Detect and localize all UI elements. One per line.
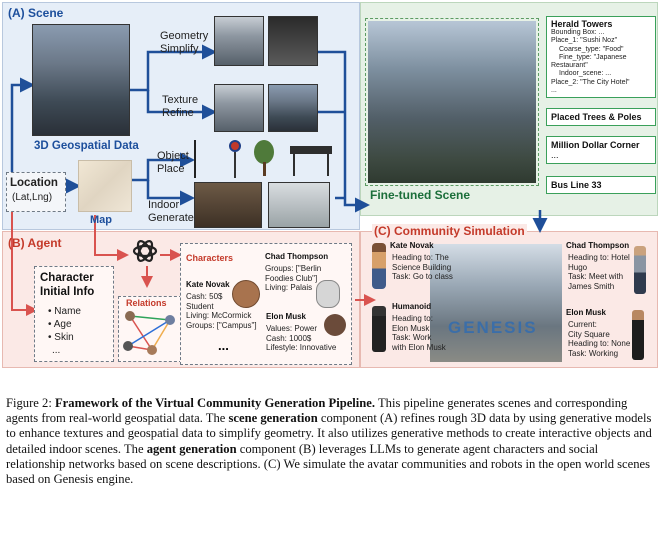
caption-text-2: component (A) refines rough 3D data by using generative models to enhance textures and geospatial data to simplify geometry. It also utilizes generative methods to create interactive objects and detailed indoor scenes. The xyxy=(6,411,652,456)
comm-elon-info xyxy=(568,320,630,358)
herald-towers-card xyxy=(546,16,656,98)
comm-elon-name: Elon Musk xyxy=(566,308,607,317)
kate-avatar xyxy=(232,280,260,308)
indoor-label-2: Generate xyxy=(148,212,194,224)
trees-poles-tag xyxy=(546,108,656,126)
figure-caption xyxy=(6,396,656,487)
chad-avatar xyxy=(316,280,340,308)
tree-object xyxy=(254,140,274,164)
herald-line: Indoor_scene: ... xyxy=(559,70,612,78)
comm-kate-line: Heading to: The xyxy=(392,253,449,262)
geometry-image-1 xyxy=(214,16,264,66)
agent-title: (B) Agent xyxy=(8,236,62,250)
comm-chad-line: Task: Meet with xyxy=(568,272,624,281)
texture-image-2 xyxy=(268,84,318,132)
geometry-label-2: Simplify xyxy=(160,43,199,55)
chad-line: Groups: ["Berlin xyxy=(265,264,322,273)
comm-chad-line: James Smith xyxy=(568,281,615,291)
map-label: Map xyxy=(90,214,112,226)
kate-line: Living: McCormick xyxy=(186,311,252,320)
char-info-item: ... xyxy=(52,345,61,356)
object-label-1: Object xyxy=(157,150,189,162)
kate-name: Kate Novak xyxy=(186,280,230,289)
kate-line: Groups: ["Campus"] xyxy=(186,320,257,330)
kate-line: Cash: 50$ xyxy=(186,292,223,301)
herald-line: ... xyxy=(551,87,557,95)
herald-line: Restaurant" xyxy=(551,62,588,70)
indoor-room-image-2 xyxy=(268,182,330,228)
caption-fig: Figure 2: xyxy=(6,396,55,410)
humanoid-line: Heading to: xyxy=(392,314,433,323)
genesis-logo: GENESIS xyxy=(448,318,538,337)
relations-graph xyxy=(118,306,182,362)
tent-leg-right xyxy=(327,154,329,176)
sign-pole-object xyxy=(234,152,236,178)
humanoid-line: Elon Musk xyxy=(392,323,430,333)
million-dollar-corner-tag xyxy=(546,136,656,164)
herald-line: Coarse_type: "Food" xyxy=(559,45,624,53)
map-image xyxy=(78,160,132,212)
geometry-label-1: Geometry xyxy=(160,30,209,42)
humanoid-info xyxy=(392,314,446,352)
fine-scene-image xyxy=(368,21,536,183)
comm-kate-info xyxy=(392,253,453,282)
char-info-label-1: Character xyxy=(40,272,94,284)
elon-line: Lifestyle: Innovative xyxy=(266,343,337,352)
caption-text-1: This pipeline generates scenes and corresponding agents from real-world geospatial data. The xyxy=(6,396,628,426)
char-info-label-2: Initial Info xyxy=(40,286,95,298)
relations-label: Relations xyxy=(126,298,167,308)
comm-kate-name: Kate Novak xyxy=(390,241,434,250)
elon-figure xyxy=(632,310,644,360)
geo-data-label: 3D Geospatial Data xyxy=(34,140,139,152)
herald-lines xyxy=(551,29,651,95)
caption-title: Framework of the Virtual Community Generation Pipeline. xyxy=(54,396,376,410)
texture-label-2: Refine xyxy=(162,107,194,119)
humanoid-name: Humanoid xyxy=(392,302,432,311)
comm-kate-line: Science Building xyxy=(392,262,452,272)
herald-line: Place_1: "Sushi Noz" xyxy=(551,37,618,45)
comm-chad-info xyxy=(568,253,630,291)
fine-scene-title: Fine-tuned Scene xyxy=(370,188,471,202)
characters-label: Characters xyxy=(186,253,234,263)
location-label-1: Location xyxy=(10,177,58,189)
indoor-room-image-1 xyxy=(194,182,262,228)
geometry-image-2 xyxy=(268,16,318,66)
comm-elon-line: Heading to: None xyxy=(568,339,631,348)
no-parking-sign-object xyxy=(229,140,241,152)
lamp-post-object xyxy=(194,140,196,178)
bus-line-label: Bus Line 33 xyxy=(551,180,602,190)
elon-line: Values: Power xyxy=(266,324,317,333)
herald-line: Fine_type: "Japanese xyxy=(559,53,627,61)
llm-logo-icon xyxy=(130,236,160,266)
scene-title: (A) Scene xyxy=(8,6,64,20)
comm-chad-name: Chad Thompson xyxy=(566,241,630,250)
elon-name: Elon Musk xyxy=(266,312,307,321)
comm-elon-line: City Square xyxy=(568,329,610,339)
elon-avatar xyxy=(324,314,346,336)
million-dollar-ellipsis: ... xyxy=(551,150,559,160)
location-label-2: (Lat,Lng) xyxy=(12,192,53,203)
tree-trunk xyxy=(263,162,266,176)
tent-roof-object xyxy=(290,146,332,154)
indoor-label-1: Indoor xyxy=(148,199,180,211)
herald-line: Bounding Box: ... xyxy=(551,29,605,36)
texture-label-1: Texture xyxy=(162,94,199,106)
herald-line: Place_2: "The City Hotel" xyxy=(551,78,630,86)
kate-line: Student xyxy=(186,301,214,311)
geospatial-data-image xyxy=(32,24,130,136)
char-info-item: • Age xyxy=(48,319,72,330)
chad-info xyxy=(265,264,321,293)
herald-title: Herald Towers xyxy=(551,19,613,29)
char-info-item: • Skin xyxy=(48,332,74,343)
trees-poles-label: Placed Trees & Poles xyxy=(551,112,642,122)
chad-figure xyxy=(634,246,646,294)
bus-line-tag xyxy=(546,176,656,194)
chad-line: Living: Palais xyxy=(265,283,313,292)
caption-text-3: component (B) leverages LLMs to generate agent characters and social relationship networks based on scene descriptions. (C) We simulate the avatar communities and robots in the open world scenes based on Genesis engine. xyxy=(6,441,651,487)
char-info-item: • Name xyxy=(48,306,81,317)
million-dollar-label: Million Dollar Corner xyxy=(551,140,640,150)
chad-name: Chad Thompson xyxy=(265,252,329,261)
humanoid-line: with Elon Musk xyxy=(392,342,446,352)
chad-line: Foodies Club"] xyxy=(265,273,318,283)
texture-image-1 xyxy=(214,84,264,132)
community-title: (C) Community Simulation xyxy=(374,224,525,238)
elon-line: Cash: 1000$ xyxy=(266,333,312,343)
caption-bold-2: agent generation xyxy=(146,441,237,456)
object-label-2: Place xyxy=(157,163,185,175)
comm-chad-line: Heading to: Hotel xyxy=(568,253,630,262)
humanoid-robot-figure xyxy=(372,306,386,352)
humanoid-line: Task: Work xyxy=(392,333,432,342)
comm-kate-line: Task: Go to class xyxy=(392,272,453,281)
caption-bold-1: scene generation xyxy=(228,411,318,426)
tent-leg-left xyxy=(293,154,295,176)
kate-figure xyxy=(372,243,386,289)
comm-chad-line: Hugo xyxy=(568,262,588,272)
characters-ellipsis: ... xyxy=(218,338,229,353)
comm-elon-line: Task: Working xyxy=(568,348,619,358)
comm-elon-line: Current: xyxy=(568,320,597,329)
